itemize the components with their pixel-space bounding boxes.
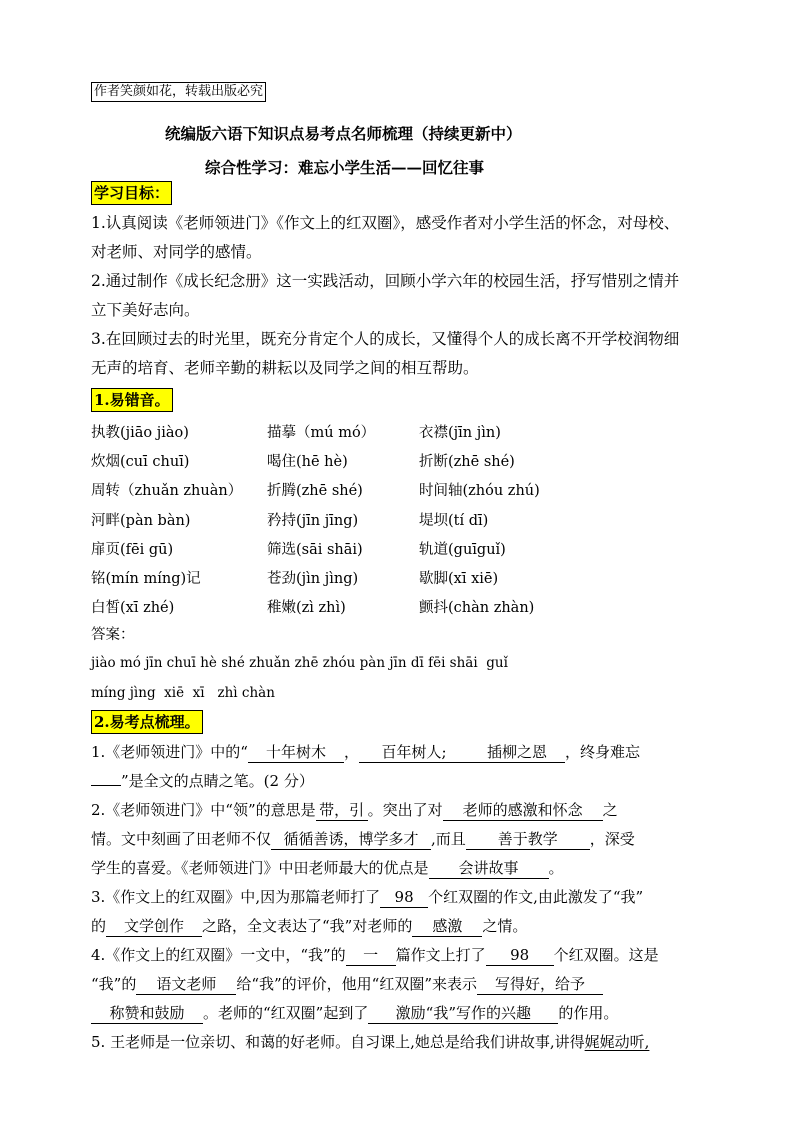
goals-list xyxy=(91,209,705,383)
answer-blank: 老师的感激和怀念 xyxy=(443,800,603,821)
point-2-line-2: 情。文中刻画了田老师不仅 循循善诱，博学多才 ,而且 善于教学 ，深受 xyxy=(91,830,635,848)
answer-blank: 会讲故事 xyxy=(429,858,549,879)
answer-blank: 善于教学 xyxy=(466,829,590,850)
pinyin-item: 白皙(xī zhé) xyxy=(91,600,175,617)
pinyin-row xyxy=(91,538,711,567)
page-title: 统编版六语下知识点易考点名师梳理（持续更新中） xyxy=(165,124,522,143)
pinyin-row xyxy=(91,509,711,538)
answer-blank: 文学创作 xyxy=(106,916,202,937)
answer-blank: 激励“我”写作的兴趣 xyxy=(368,1003,558,1024)
pinyin-item: 描摹（mú mó） xyxy=(267,425,376,441)
answer-blank: 写得好，给予 xyxy=(477,974,603,995)
pinyin-item: 矜持(jīn jīng) xyxy=(267,512,359,529)
answer-blank: 百年树人; xyxy=(359,742,469,763)
answer-blank: 十年树木 xyxy=(248,742,344,763)
answer-blank: 称赞和鼓励 xyxy=(91,1003,203,1024)
point-1-line-1: 1.《老师领进门》中的“ 十年树木 ， 百年树人; 插柳之恩 ，终身难忘 xyxy=(91,743,641,761)
goal-2-line-2: 立下美好志向。 xyxy=(91,301,200,319)
point-4-line-1: 4.《作文上的红双圈》一文中，“我”的 一 篇作文上打了 98 个红双圈。这是 xyxy=(91,946,659,964)
answer-line-2: míng jìng xiē xī zhì chàn xyxy=(91,685,275,701)
pinyin-item: 执教(jiāo jiào) xyxy=(91,425,189,441)
pinyin-item: 苍劲(jìn jìng) xyxy=(267,570,359,587)
pinyin-row xyxy=(91,421,711,450)
point-3-line-1: 3.《作文上的红双圈》中,因为那篇老师打了 98 个红双圈的作文,由此激发了“我” xyxy=(91,888,644,906)
pinyin-item: 颤抖(chàn zhàn) xyxy=(419,600,535,617)
pinyin-item: 稚嫩(zì zhì) xyxy=(267,600,346,617)
answer-blank xyxy=(91,785,121,786)
pinyin-item: 扉页(fēi gū) xyxy=(91,541,174,558)
point-4-line-3: 称赞和鼓励 。老师的“红双圈”起到了 激励“我”写作的兴趣 的作用。 xyxy=(91,999,705,1028)
pinyin-heading: 1.易错音。 xyxy=(91,388,173,412)
answer-blank: 带，引 xyxy=(316,800,368,821)
answer-blank: 98 xyxy=(380,887,428,908)
answer-blank: 循循善诱，博学多才 xyxy=(271,829,431,850)
point-2-line-1: 2.《老师领进门》中“领”的意思是 带，引 。突出了对 老师的感激和怀念 之 xyxy=(91,801,618,819)
goal-2-line-1: 2.通过制作《成长纪念册》这一实践活动，回顾小学六年的校园生活，抒写惜别之情并 xyxy=(91,272,680,290)
pinyin-item: 铭(mín míng)记 xyxy=(91,570,201,587)
pinyin-row xyxy=(91,479,711,508)
answer-label: 答案： xyxy=(91,627,135,643)
pinyin-item: 折断(zhē shé) xyxy=(419,454,515,471)
pinyin-item: 堤坝(tí dī) xyxy=(419,512,489,529)
goal-1-line-2: 对老师、对同学的感情。 xyxy=(91,243,262,261)
answer-blank: 感激 xyxy=(412,916,482,937)
pinyin-item: 折腾(zhē shé) xyxy=(267,483,363,500)
pinyin-item: 衣襟(jīn jìn) xyxy=(419,425,501,441)
goals-heading: 学习目标： xyxy=(91,181,172,205)
pinyin-row xyxy=(91,596,711,625)
pinyin-item: 歇脚(xī xiē) xyxy=(419,570,499,587)
goal-3-line-1: 3.在回顾过去的时光里，既充分肯定个人的成长，又懂得个人的成长离不开学校润物细 xyxy=(91,330,680,348)
pinyin-row xyxy=(91,450,711,479)
goal-3-line-2: 无声的培育、老师辛勤的耕耘以及同学之间的相互帮助。 xyxy=(91,359,479,377)
answer-blank: 语文老师 xyxy=(136,974,236,995)
goal-1-line-1: 1.认真阅读《老师领进门》《作文上的红双圈》，感受作者对小学生活的怀念，对母校、 xyxy=(91,214,680,232)
page-subtitle: 综合性学习：难忘小学生活——回忆往事 xyxy=(205,158,485,177)
point-3-line-2: 的 文学创作 之路，全文表达了“我”对老师的 感激 之情。 xyxy=(91,917,528,935)
point-4-line-2: “我”的 语文老师 给“我”的评价，他用“红双圈”来表示 写得好，给予 xyxy=(91,970,705,999)
underlined-answer: 娓娓动听, xyxy=(584,1033,650,1051)
points-list xyxy=(91,738,705,1057)
point-5-line-1: 5. 王老师是一位亲切、和蔼的好老师。自习课上,她总是给我们讲故事,讲得娓娓动听, xyxy=(91,1033,650,1051)
answer-blank: 98 xyxy=(486,945,554,966)
pinyin-item: 河畔(pàn bàn) xyxy=(91,512,191,529)
point-1-line-2: ”是全文的点睛之笔。(2 分） xyxy=(91,767,705,796)
pinyin-item: 周转（zhuǎn zhuàn） xyxy=(91,483,243,500)
point-2-line-3: 学生的喜爱。《老师领进门》中田老师最大的优点是 会讲故事 。 xyxy=(91,859,564,877)
pinyin-item: 筛选(sāi shāi) xyxy=(267,541,363,558)
answer-line-1: jiào mó jīn chuī hè shé zhuǎn zhē zhóu pàn jīn dī fēi shāi guǐ xyxy=(91,655,508,671)
pinyin-item: 时间轴(zhóu zhú) xyxy=(419,483,540,500)
pinyin-item: 炊烟(cuī chuī) xyxy=(91,454,190,471)
author-note: 作者笑颜如花，转载出版必究 xyxy=(91,82,266,102)
pinyin-grid xyxy=(91,421,711,625)
answer-blank: 插柳之恩 xyxy=(469,742,565,763)
points-heading: 2.易考点梳理。 xyxy=(91,710,203,734)
pinyin-item: 轨道(guīguǐ) xyxy=(419,541,506,558)
answer-blank: 一 xyxy=(346,945,396,966)
pinyin-item: 喝住(hē hè) xyxy=(267,454,348,471)
pinyin-row xyxy=(91,567,711,596)
